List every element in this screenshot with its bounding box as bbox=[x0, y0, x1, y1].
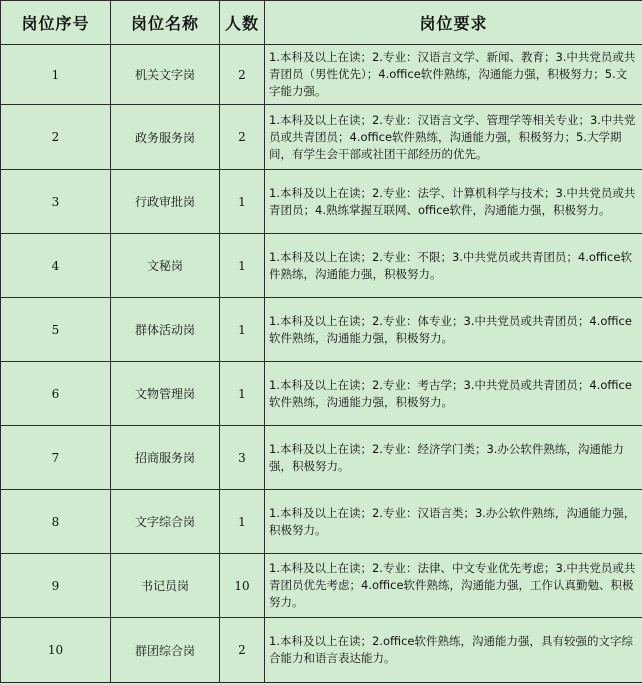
header-headcount: 人数 bbox=[220, 1, 265, 45]
requirements: 1.本科及以上在读；2.专业：经济学门类；3.办公软件熟练，沟通能力强，积极努力。 bbox=[265, 426, 642, 490]
table-row bbox=[1, 105, 642, 170]
position-number: 10 bbox=[1, 618, 111, 683]
headcount: 1 bbox=[220, 170, 265, 234]
headcount: 1 bbox=[220, 490, 265, 554]
position-number: 9 bbox=[1, 554, 111, 618]
table-row bbox=[1, 45, 642, 105]
table-row bbox=[1, 298, 642, 362]
requirements: 1.本科及以上在读；2.专业：体专业；3.中共党员或共青团员；4.office软件熟练，沟通能力强，积极努力。 bbox=[265, 298, 642, 362]
header-requirements: 岗位要求 bbox=[265, 1, 642, 45]
requirements: 1.本科及以上在读；2.专业：汉语言文学、新闻、教育；3.中共党员或共青团员（男性优先）；4.office软件熟练，沟通能力强，积极努力；5.文字能力强。 bbox=[265, 45, 642, 105]
position-name: 书记员岗 bbox=[111, 554, 220, 618]
header-position-number: 岗位序号 bbox=[1, 1, 111, 45]
position-number: 7 bbox=[1, 426, 111, 490]
headcount: 2 bbox=[220, 45, 265, 105]
table-row bbox=[1, 362, 642, 426]
position-name: 群体活动岗 bbox=[111, 298, 220, 362]
position-number: 5 bbox=[1, 298, 111, 362]
position-name: 文物管理岗 bbox=[111, 362, 220, 426]
table-header-row bbox=[1, 1, 642, 45]
headcount: 2 bbox=[220, 105, 265, 170]
headcount: 1 bbox=[220, 234, 265, 298]
headcount: 1 bbox=[220, 362, 265, 426]
position-name: 文秘岗 bbox=[111, 234, 220, 298]
table-row bbox=[1, 234, 642, 298]
headcount: 10 bbox=[220, 554, 265, 618]
table-row bbox=[1, 170, 642, 234]
requirements: 1.本科及以上在读；2.专业：考古学；3.中共党员或共青团员；4.office软件熟练，沟通能力强，积极努力。 bbox=[265, 362, 642, 426]
requirements: 1.本科及以上在读；2.专业：汉语言类；3.办公软件熟练，沟通能力强，积极努力。 bbox=[265, 490, 642, 554]
position-name: 机关文字岗 bbox=[111, 45, 220, 105]
position-name: 文字综合岗 bbox=[111, 490, 220, 554]
position-name: 招商服务岗 bbox=[111, 426, 220, 490]
headcount: 3 bbox=[220, 426, 265, 490]
position-number: 4 bbox=[1, 234, 111, 298]
table-row bbox=[1, 490, 642, 554]
requirements: 1.本科及以上在读；2.专业：不限；3.中共党员或共青团员；4.office软件熟练，沟通能力强，积极努力。 bbox=[265, 234, 642, 298]
table-row bbox=[1, 554, 642, 618]
requirements: 1.本科及以上在读；2.专业：汉语言文学、管理学等相关专业；3.中共党员或共青团员；4.office软件熟练，沟通能力强，积极努力；5.大学期间，有学生会干部或社团干部经历的优先。 bbox=[265, 105, 642, 170]
headcount: 1 bbox=[220, 298, 265, 362]
position-name: 群团综合岗 bbox=[111, 618, 220, 683]
position-name: 政务服务岗 bbox=[111, 105, 220, 170]
position-name: 行政审批岗 bbox=[111, 170, 220, 234]
header-position-name: 岗位名称 bbox=[111, 1, 220, 45]
position-number: 8 bbox=[1, 490, 111, 554]
table-row bbox=[1, 426, 642, 490]
headcount: 2 bbox=[220, 618, 265, 683]
position-number: 3 bbox=[1, 170, 111, 234]
position-number: 6 bbox=[1, 362, 111, 426]
requirements: 1.本科及以上在读；2.专业：法律、中文专业优先考虑；3.中共党员或共青团员优先考虑；4.office软件熟练，沟通能力强，工作认真勤勉、积极努力。 bbox=[265, 554, 642, 618]
position-number: 1 bbox=[1, 45, 111, 105]
table-row bbox=[1, 618, 642, 683]
requirements: 1.本科及以上在读；2.专业：法学、计算机科学与技术；3.中共党员或共青团员；4.熟练掌握互联网、office软件，沟通能力强，积极努力。 bbox=[265, 170, 642, 234]
position-number: 2 bbox=[1, 105, 111, 170]
requirements: 1.本科及以上在读；2.office软件熟练，沟通能力强，具有较强的文字综合能力和语言表达能力。 bbox=[265, 618, 642, 683]
